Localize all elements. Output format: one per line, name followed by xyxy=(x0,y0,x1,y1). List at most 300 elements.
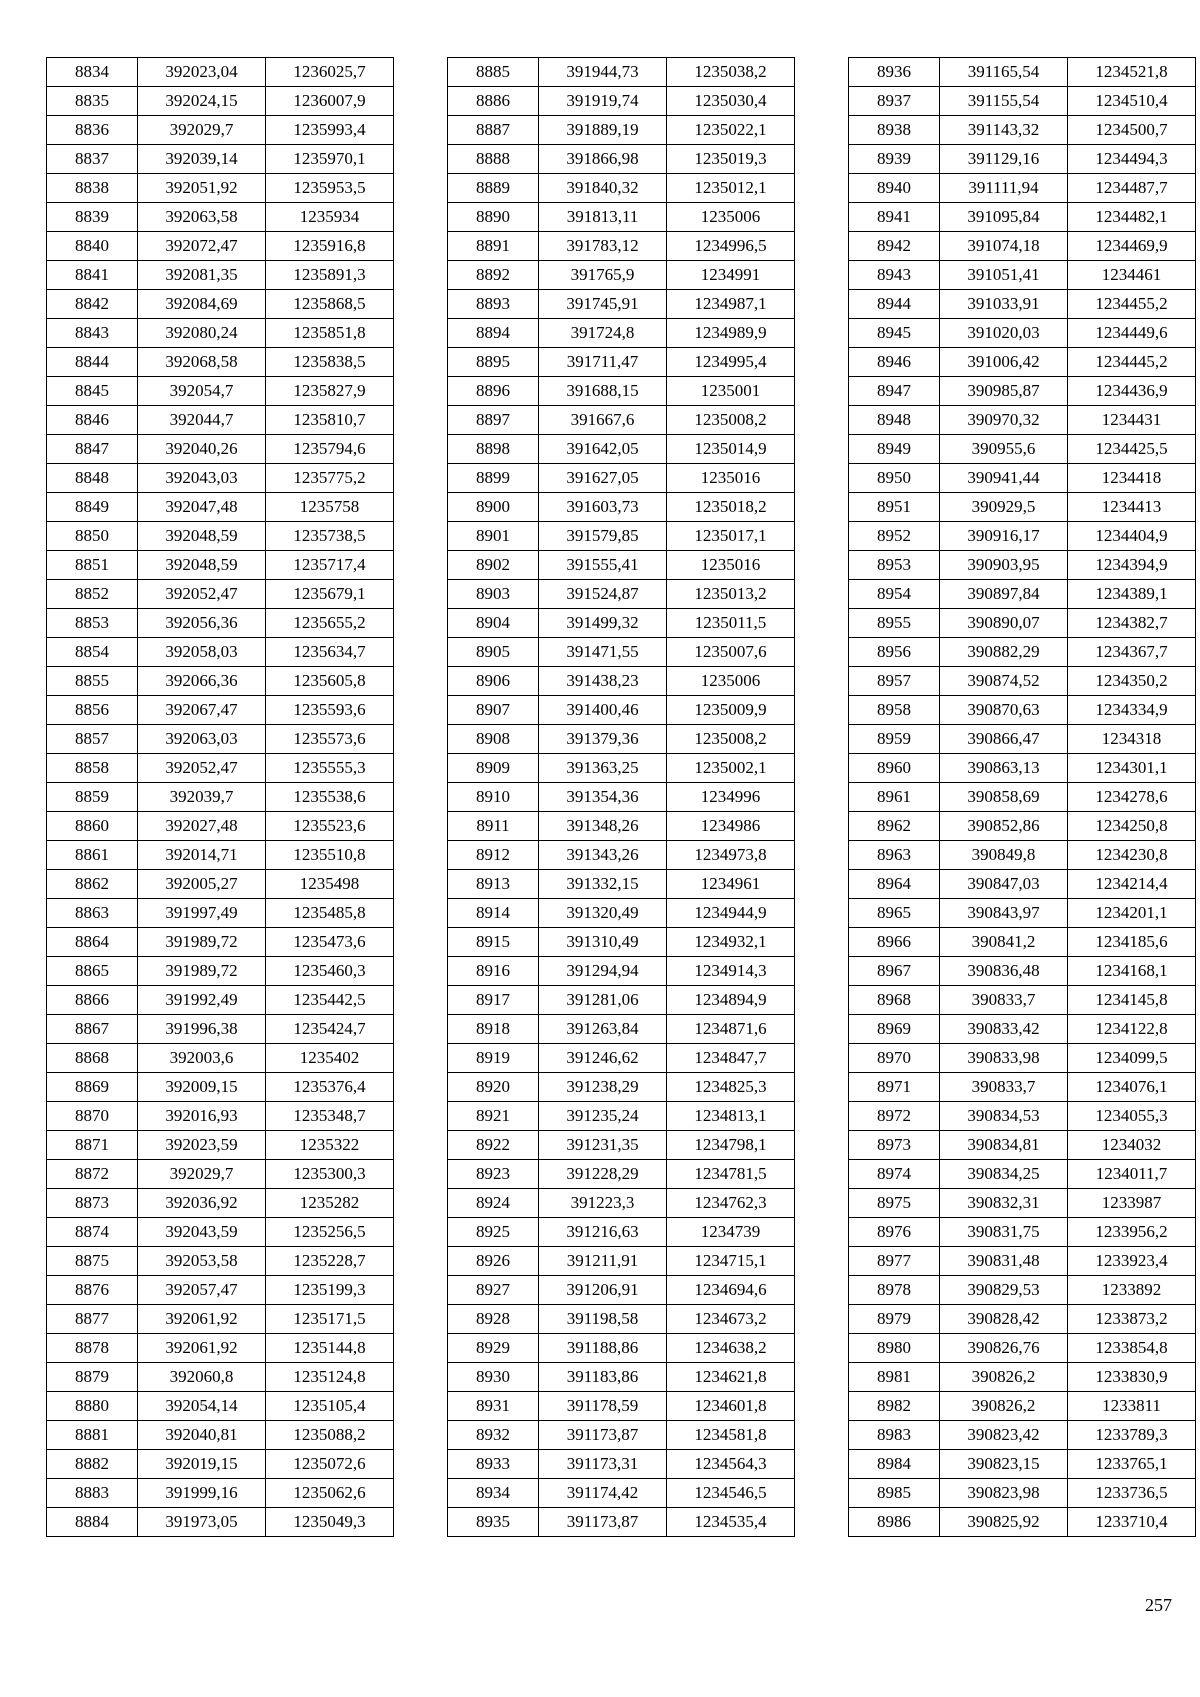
y-coordinate-cell: 1235376,4 xyxy=(266,1073,394,1102)
y-coordinate-cell: 1235953,5 xyxy=(266,174,394,203)
y-coordinate-cell: 1235851,8 xyxy=(266,319,394,348)
y-coordinate-cell: 1234564,3 xyxy=(667,1450,795,1479)
y-coordinate-cell: 1235105,4 xyxy=(266,1392,394,1421)
table-row xyxy=(47,1102,394,1131)
table-row xyxy=(47,1305,394,1334)
y-coordinate-cell: 1234781,5 xyxy=(667,1160,795,1189)
y-coordinate-cell: 1234894,9 xyxy=(667,986,795,1015)
point-number-cell: 8910 xyxy=(448,783,539,812)
table-row xyxy=(448,1102,795,1131)
x-coordinate-cell: 391310,49 xyxy=(539,928,667,957)
point-number-cell: 8894 xyxy=(448,319,539,348)
table-row xyxy=(849,493,1196,522)
table-row xyxy=(448,1189,795,1218)
point-number-cell: 8927 xyxy=(448,1276,539,1305)
x-coordinate-cell: 392056,36 xyxy=(138,609,266,638)
point-number-cell: 8984 xyxy=(849,1450,940,1479)
table-row xyxy=(47,1334,394,1363)
x-coordinate-cell: 390843,97 xyxy=(940,899,1068,928)
y-coordinate-cell: 1234581,8 xyxy=(667,1421,795,1450)
y-coordinate-cell: 1234201,1 xyxy=(1068,899,1196,928)
point-number-cell: 8886 xyxy=(448,87,539,116)
table-row xyxy=(849,319,1196,348)
y-coordinate-cell: 1234367,7 xyxy=(1068,638,1196,667)
table-row xyxy=(849,1421,1196,1450)
y-coordinate-cell: 1234413 xyxy=(1068,493,1196,522)
table-row xyxy=(448,1363,795,1392)
table-row xyxy=(47,522,394,551)
point-number-cell: 8973 xyxy=(849,1131,940,1160)
y-coordinate-cell: 1234431 xyxy=(1068,406,1196,435)
point-number-cell: 8866 xyxy=(47,986,138,1015)
point-number-cell: 8834 xyxy=(47,58,138,87)
table-row xyxy=(47,464,394,493)
point-number-cell: 8897 xyxy=(448,406,539,435)
x-coordinate-cell: 390834,53 xyxy=(940,1102,1068,1131)
table-row xyxy=(849,754,1196,783)
y-coordinate-cell: 1234404,9 xyxy=(1068,522,1196,551)
x-coordinate-cell: 392063,03 xyxy=(138,725,266,754)
table-row xyxy=(849,1015,1196,1044)
point-number-cell: 8968 xyxy=(849,986,940,1015)
point-number-cell: 8854 xyxy=(47,638,138,667)
y-coordinate-cell: 1234099,5 xyxy=(1068,1044,1196,1073)
x-coordinate-cell: 390836,48 xyxy=(940,957,1068,986)
table-row xyxy=(849,435,1196,464)
y-coordinate-cell: 1235016 xyxy=(667,464,795,493)
point-number-cell: 8843 xyxy=(47,319,138,348)
table-row xyxy=(849,145,1196,174)
point-number-cell: 8837 xyxy=(47,145,138,174)
y-coordinate-cell: 1235827,9 xyxy=(266,377,394,406)
point-number-cell: 8838 xyxy=(47,174,138,203)
y-coordinate-cell: 1234436,9 xyxy=(1068,377,1196,406)
y-coordinate-cell: 1234510,4 xyxy=(1068,87,1196,116)
table-row xyxy=(849,261,1196,290)
point-number-cell: 8851 xyxy=(47,551,138,580)
table-row xyxy=(47,725,394,754)
table-row xyxy=(849,1160,1196,1189)
point-number-cell: 8870 xyxy=(47,1102,138,1131)
point-number-cell: 8937 xyxy=(849,87,940,116)
point-number-cell: 8913 xyxy=(448,870,539,899)
y-coordinate-cell: 1235072,6 xyxy=(266,1450,394,1479)
x-coordinate-cell: 390941,44 xyxy=(940,464,1068,493)
x-coordinate-cell: 390849,8 xyxy=(940,841,1068,870)
x-coordinate-cell: 390833,42 xyxy=(940,1015,1068,1044)
table-row xyxy=(849,377,1196,406)
x-coordinate-cell: 390833,7 xyxy=(940,986,1068,1015)
y-coordinate-cell: 1234986 xyxy=(667,812,795,841)
y-coordinate-cell: 1234445,2 xyxy=(1068,348,1196,377)
x-coordinate-cell: 391524,87 xyxy=(539,580,667,609)
table-row xyxy=(47,261,394,290)
x-coordinate-cell: 391992,49 xyxy=(138,986,266,1015)
table-row xyxy=(47,1276,394,1305)
point-number-cell: 8926 xyxy=(448,1247,539,1276)
table-row xyxy=(849,203,1196,232)
y-coordinate-cell: 1235593,6 xyxy=(266,696,394,725)
x-coordinate-cell: 390825,92 xyxy=(940,1508,1068,1537)
x-coordinate-cell: 391165,54 xyxy=(940,58,1068,87)
x-coordinate-cell: 391206,91 xyxy=(539,1276,667,1305)
y-coordinate-cell: 1235008,2 xyxy=(667,406,795,435)
x-coordinate-cell: 391155,54 xyxy=(940,87,1068,116)
point-number-cell: 8980 xyxy=(849,1334,940,1363)
x-coordinate-cell: 392040,26 xyxy=(138,435,266,464)
point-number-cell: 8898 xyxy=(448,435,539,464)
table-row xyxy=(47,841,394,870)
x-coordinate-cell: 391400,46 xyxy=(539,696,667,725)
y-coordinate-cell: 1235934 xyxy=(266,203,394,232)
x-coordinate-cell: 392063,58 xyxy=(138,203,266,232)
y-coordinate-cell: 1235402 xyxy=(266,1044,394,1073)
point-number-cell: 8844 xyxy=(47,348,138,377)
point-number-cell: 8852 xyxy=(47,580,138,609)
table-row xyxy=(47,551,394,580)
table-row xyxy=(448,435,795,464)
y-coordinate-cell: 1234394,9 xyxy=(1068,551,1196,580)
point-number-cell: 8972 xyxy=(849,1102,940,1131)
x-coordinate-cell: 392048,59 xyxy=(138,551,266,580)
point-number-cell: 8929 xyxy=(448,1334,539,1363)
point-number-cell: 8895 xyxy=(448,348,539,377)
point-number-cell: 8847 xyxy=(47,435,138,464)
point-number-cell: 8906 xyxy=(448,667,539,696)
point-number-cell: 8955 xyxy=(849,609,940,638)
table-row xyxy=(448,1247,795,1276)
x-coordinate-cell: 392027,48 xyxy=(138,812,266,841)
point-number-cell: 8951 xyxy=(849,493,940,522)
y-coordinate-cell: 1235485,8 xyxy=(266,899,394,928)
point-number-cell: 8878 xyxy=(47,1334,138,1363)
y-coordinate-cell: 1233811 xyxy=(1068,1392,1196,1421)
x-coordinate-cell: 392048,59 xyxy=(138,522,266,551)
table-row xyxy=(849,1508,1196,1537)
point-number-cell: 8840 xyxy=(47,232,138,261)
y-coordinate-cell: 1235916,8 xyxy=(266,232,394,261)
x-coordinate-cell: 392039,14 xyxy=(138,145,266,174)
point-number-cell: 8860 xyxy=(47,812,138,841)
table-row xyxy=(448,1044,795,1073)
x-coordinate-cell: 392043,03 xyxy=(138,464,266,493)
table-row xyxy=(849,1189,1196,1218)
point-number-cell: 8949 xyxy=(849,435,940,464)
point-number-cell: 8909 xyxy=(448,754,539,783)
y-coordinate-cell: 1234739 xyxy=(667,1218,795,1247)
y-coordinate-cell: 1235144,8 xyxy=(266,1334,394,1363)
point-number-cell: 8932 xyxy=(448,1421,539,1450)
x-coordinate-cell: 390828,42 xyxy=(940,1305,1068,1334)
y-coordinate-cell: 1235009,9 xyxy=(667,696,795,725)
point-number-cell: 8916 xyxy=(448,957,539,986)
point-number-cell: 8902 xyxy=(448,551,539,580)
point-number-cell: 8931 xyxy=(448,1392,539,1421)
table-row xyxy=(448,116,795,145)
y-coordinate-cell: 1236025,7 xyxy=(266,58,394,87)
table-row xyxy=(849,986,1196,1015)
table-row xyxy=(47,203,394,232)
x-coordinate-cell: 392044,7 xyxy=(138,406,266,435)
table-row xyxy=(849,1247,1196,1276)
y-coordinate-cell: 1234521,8 xyxy=(1068,58,1196,87)
x-coordinate-cell: 391688,15 xyxy=(539,377,667,406)
table-row xyxy=(448,841,795,870)
y-coordinate-cell: 1235634,7 xyxy=(266,638,394,667)
y-coordinate-cell: 1235810,7 xyxy=(266,406,394,435)
y-coordinate-cell: 1235473,6 xyxy=(266,928,394,957)
y-coordinate-cell: 1235030,4 xyxy=(667,87,795,116)
point-number-cell: 8859 xyxy=(47,783,138,812)
point-number-cell: 8928 xyxy=(448,1305,539,1334)
y-coordinate-cell: 1234621,8 xyxy=(667,1363,795,1392)
y-coordinate-cell: 1234694,6 xyxy=(667,1276,795,1305)
table-row xyxy=(849,580,1196,609)
point-number-cell: 8946 xyxy=(849,348,940,377)
point-number-cell: 8914 xyxy=(448,899,539,928)
table-row xyxy=(448,1450,795,1479)
point-number-cell: 8924 xyxy=(448,1189,539,1218)
table-row xyxy=(448,928,795,957)
x-coordinate-cell: 391889,19 xyxy=(539,116,667,145)
x-coordinate-cell: 390874,52 xyxy=(940,667,1068,696)
table-row xyxy=(47,493,394,522)
table-row xyxy=(849,1305,1196,1334)
table-row xyxy=(47,1247,394,1276)
table-row xyxy=(448,348,795,377)
y-coordinate-cell: 1234487,7 xyxy=(1068,174,1196,203)
x-coordinate-cell: 390826,76 xyxy=(940,1334,1068,1363)
point-number-cell: 8911 xyxy=(448,812,539,841)
coordinate-table-3 xyxy=(848,57,1196,1537)
point-number-cell: 8965 xyxy=(849,899,940,928)
x-coordinate-cell: 391228,29 xyxy=(539,1160,667,1189)
x-coordinate-cell: 390823,42 xyxy=(940,1421,1068,1450)
y-coordinate-cell: 1234987,1 xyxy=(667,290,795,319)
y-coordinate-cell: 1235993,4 xyxy=(266,116,394,145)
y-coordinate-cell: 1234185,6 xyxy=(1068,928,1196,957)
y-coordinate-cell: 1235970,1 xyxy=(266,145,394,174)
point-number-cell: 8933 xyxy=(448,1450,539,1479)
y-coordinate-cell: 1234461 xyxy=(1068,261,1196,290)
x-coordinate-cell: 391471,55 xyxy=(539,638,667,667)
table-row xyxy=(47,754,394,783)
table-row xyxy=(849,725,1196,754)
x-coordinate-cell: 391438,23 xyxy=(539,667,667,696)
table-row xyxy=(448,667,795,696)
x-coordinate-cell: 391231,35 xyxy=(539,1131,667,1160)
point-number-cell: 8976 xyxy=(849,1218,940,1247)
table-row xyxy=(47,986,394,1015)
x-coordinate-cell: 391765,9 xyxy=(539,261,667,290)
table-row xyxy=(448,551,795,580)
table-row xyxy=(448,174,795,203)
x-coordinate-cell: 390903,95 xyxy=(940,551,1068,580)
y-coordinate-cell: 1235794,6 xyxy=(266,435,394,464)
coordinate-table-1 xyxy=(46,57,394,1537)
x-coordinate-cell: 391188,86 xyxy=(539,1334,667,1363)
y-coordinate-cell: 1234996,5 xyxy=(667,232,795,261)
x-coordinate-cell: 391216,63 xyxy=(539,1218,667,1247)
y-coordinate-cell: 1235014,9 xyxy=(667,435,795,464)
point-number-cell: 8881 xyxy=(47,1421,138,1450)
x-coordinate-cell: 390833,98 xyxy=(940,1044,1068,1073)
table-row xyxy=(448,783,795,812)
table-row xyxy=(448,319,795,348)
y-coordinate-cell: 1234382,7 xyxy=(1068,609,1196,638)
point-number-cell: 8956 xyxy=(849,638,940,667)
table-row xyxy=(448,232,795,261)
point-number-cell: 8864 xyxy=(47,928,138,957)
y-coordinate-cell: 1233923,4 xyxy=(1068,1247,1196,1276)
table-row xyxy=(448,522,795,551)
y-coordinate-cell: 1235738,5 xyxy=(266,522,394,551)
y-coordinate-cell: 1235171,5 xyxy=(266,1305,394,1334)
y-coordinate-cell: 1235124,8 xyxy=(266,1363,394,1392)
y-coordinate-cell: 1234944,9 xyxy=(667,899,795,928)
x-coordinate-cell: 390916,17 xyxy=(940,522,1068,551)
x-coordinate-cell: 391348,26 xyxy=(539,812,667,841)
y-coordinate-cell: 1235228,7 xyxy=(266,1247,394,1276)
x-coordinate-cell: 390970,32 xyxy=(940,406,1068,435)
table-row xyxy=(849,1334,1196,1363)
table-row xyxy=(849,1363,1196,1392)
point-number-cell: 8853 xyxy=(47,609,138,638)
table-row xyxy=(448,638,795,667)
y-coordinate-cell: 1233892 xyxy=(1068,1276,1196,1305)
x-coordinate-cell: 391143,32 xyxy=(940,116,1068,145)
y-coordinate-cell: 1234813,1 xyxy=(667,1102,795,1131)
point-number-cell: 8975 xyxy=(849,1189,940,1218)
point-number-cell: 8977 xyxy=(849,1247,940,1276)
table-row xyxy=(849,609,1196,638)
table-row xyxy=(448,58,795,87)
point-number-cell: 8900 xyxy=(448,493,539,522)
y-coordinate-cell: 1234989,9 xyxy=(667,319,795,348)
table-row xyxy=(47,1044,394,1073)
table-row xyxy=(849,696,1196,725)
y-coordinate-cell: 1235655,2 xyxy=(266,609,394,638)
x-coordinate-cell: 391020,03 xyxy=(940,319,1068,348)
table-row xyxy=(849,1044,1196,1073)
x-coordinate-cell: 391174,42 xyxy=(539,1479,667,1508)
x-coordinate-cell: 392047,48 xyxy=(138,493,266,522)
table-row xyxy=(448,580,795,609)
coordinate-table-body xyxy=(448,58,795,1537)
point-number-cell: 8938 xyxy=(849,116,940,145)
table-row xyxy=(47,174,394,203)
point-number-cell: 8876 xyxy=(47,1276,138,1305)
x-coordinate-cell: 392072,47 xyxy=(138,232,266,261)
point-number-cell: 8872 xyxy=(47,1160,138,1189)
point-number-cell: 8836 xyxy=(47,116,138,145)
table-row xyxy=(448,1131,795,1160)
y-coordinate-cell: 1234334,9 xyxy=(1068,696,1196,725)
table-row xyxy=(448,1479,795,1508)
x-coordinate-cell: 390866,47 xyxy=(940,725,1068,754)
x-coordinate-cell: 392080,24 xyxy=(138,319,266,348)
point-number-cell: 8942 xyxy=(849,232,940,261)
y-coordinate-cell: 1234011,7 xyxy=(1068,1160,1196,1189)
point-number-cell: 8943 xyxy=(849,261,940,290)
y-coordinate-cell: 1234055,3 xyxy=(1068,1102,1196,1131)
table-row xyxy=(448,812,795,841)
x-coordinate-cell: 390841,2 xyxy=(940,928,1068,957)
x-coordinate-cell: 392054,14 xyxy=(138,1392,266,1421)
y-coordinate-cell: 1235199,3 xyxy=(266,1276,394,1305)
x-coordinate-cell: 392036,92 xyxy=(138,1189,266,1218)
table-row xyxy=(849,348,1196,377)
x-coordinate-cell: 391235,24 xyxy=(539,1102,667,1131)
y-coordinate-cell: 1234214,4 xyxy=(1068,870,1196,899)
point-number-cell: 8967 xyxy=(849,957,940,986)
point-number-cell: 8845 xyxy=(47,377,138,406)
point-number-cell: 8962 xyxy=(849,812,940,841)
point-number-cell: 8907 xyxy=(448,696,539,725)
point-number-cell: 8959 xyxy=(849,725,940,754)
table-row xyxy=(47,232,394,261)
table-row xyxy=(448,464,795,493)
point-number-cell: 8915 xyxy=(448,928,539,957)
x-coordinate-cell: 391223,3 xyxy=(539,1189,667,1218)
x-coordinate-cell: 391246,62 xyxy=(539,1044,667,1073)
point-number-cell: 8930 xyxy=(448,1363,539,1392)
x-coordinate-cell: 392003,6 xyxy=(138,1044,266,1073)
x-coordinate-cell: 392057,47 xyxy=(138,1276,266,1305)
point-number-cell: 8882 xyxy=(47,1450,138,1479)
coordinate-table-body xyxy=(47,58,394,1537)
point-number-cell: 8879 xyxy=(47,1363,138,1392)
table-row xyxy=(448,261,795,290)
x-coordinate-cell: 391178,59 xyxy=(539,1392,667,1421)
y-coordinate-cell: 1235523,6 xyxy=(266,812,394,841)
table-row xyxy=(849,928,1196,957)
table-row xyxy=(47,1392,394,1421)
y-coordinate-cell: 1235424,7 xyxy=(266,1015,394,1044)
x-coordinate-cell: 392066,36 xyxy=(138,667,266,696)
table-row xyxy=(448,1276,795,1305)
table-row xyxy=(47,609,394,638)
table-row xyxy=(849,1131,1196,1160)
y-coordinate-cell: 1235018,2 xyxy=(667,493,795,522)
table-row xyxy=(448,87,795,116)
point-number-cell: 8889 xyxy=(448,174,539,203)
table-row xyxy=(47,638,394,667)
y-coordinate-cell: 1234991 xyxy=(667,261,795,290)
y-coordinate-cell: 1235348,7 xyxy=(266,1102,394,1131)
y-coordinate-cell: 1234638,2 xyxy=(667,1334,795,1363)
x-coordinate-cell: 391866,98 xyxy=(539,145,667,174)
x-coordinate-cell: 391074,18 xyxy=(940,232,1068,261)
y-coordinate-cell: 1234673,2 xyxy=(667,1305,795,1334)
x-coordinate-cell: 390929,5 xyxy=(940,493,1068,522)
y-coordinate-cell: 1233830,9 xyxy=(1068,1363,1196,1392)
point-number-cell: 8969 xyxy=(849,1015,940,1044)
y-coordinate-cell: 1233710,4 xyxy=(1068,1508,1196,1537)
table-row xyxy=(448,696,795,725)
point-number-cell: 8934 xyxy=(448,1479,539,1508)
y-coordinate-cell: 1235256,5 xyxy=(266,1218,394,1247)
y-coordinate-cell: 1235891,3 xyxy=(266,261,394,290)
point-number-cell: 8904 xyxy=(448,609,539,638)
point-number-cell: 8961 xyxy=(849,783,940,812)
point-number-cell: 8884 xyxy=(47,1508,138,1537)
y-coordinate-cell: 1234798,1 xyxy=(667,1131,795,1160)
table-row xyxy=(47,696,394,725)
coordinate-table-2 xyxy=(447,57,795,1537)
x-coordinate-cell: 391129,16 xyxy=(940,145,1068,174)
table-row xyxy=(47,1131,394,1160)
